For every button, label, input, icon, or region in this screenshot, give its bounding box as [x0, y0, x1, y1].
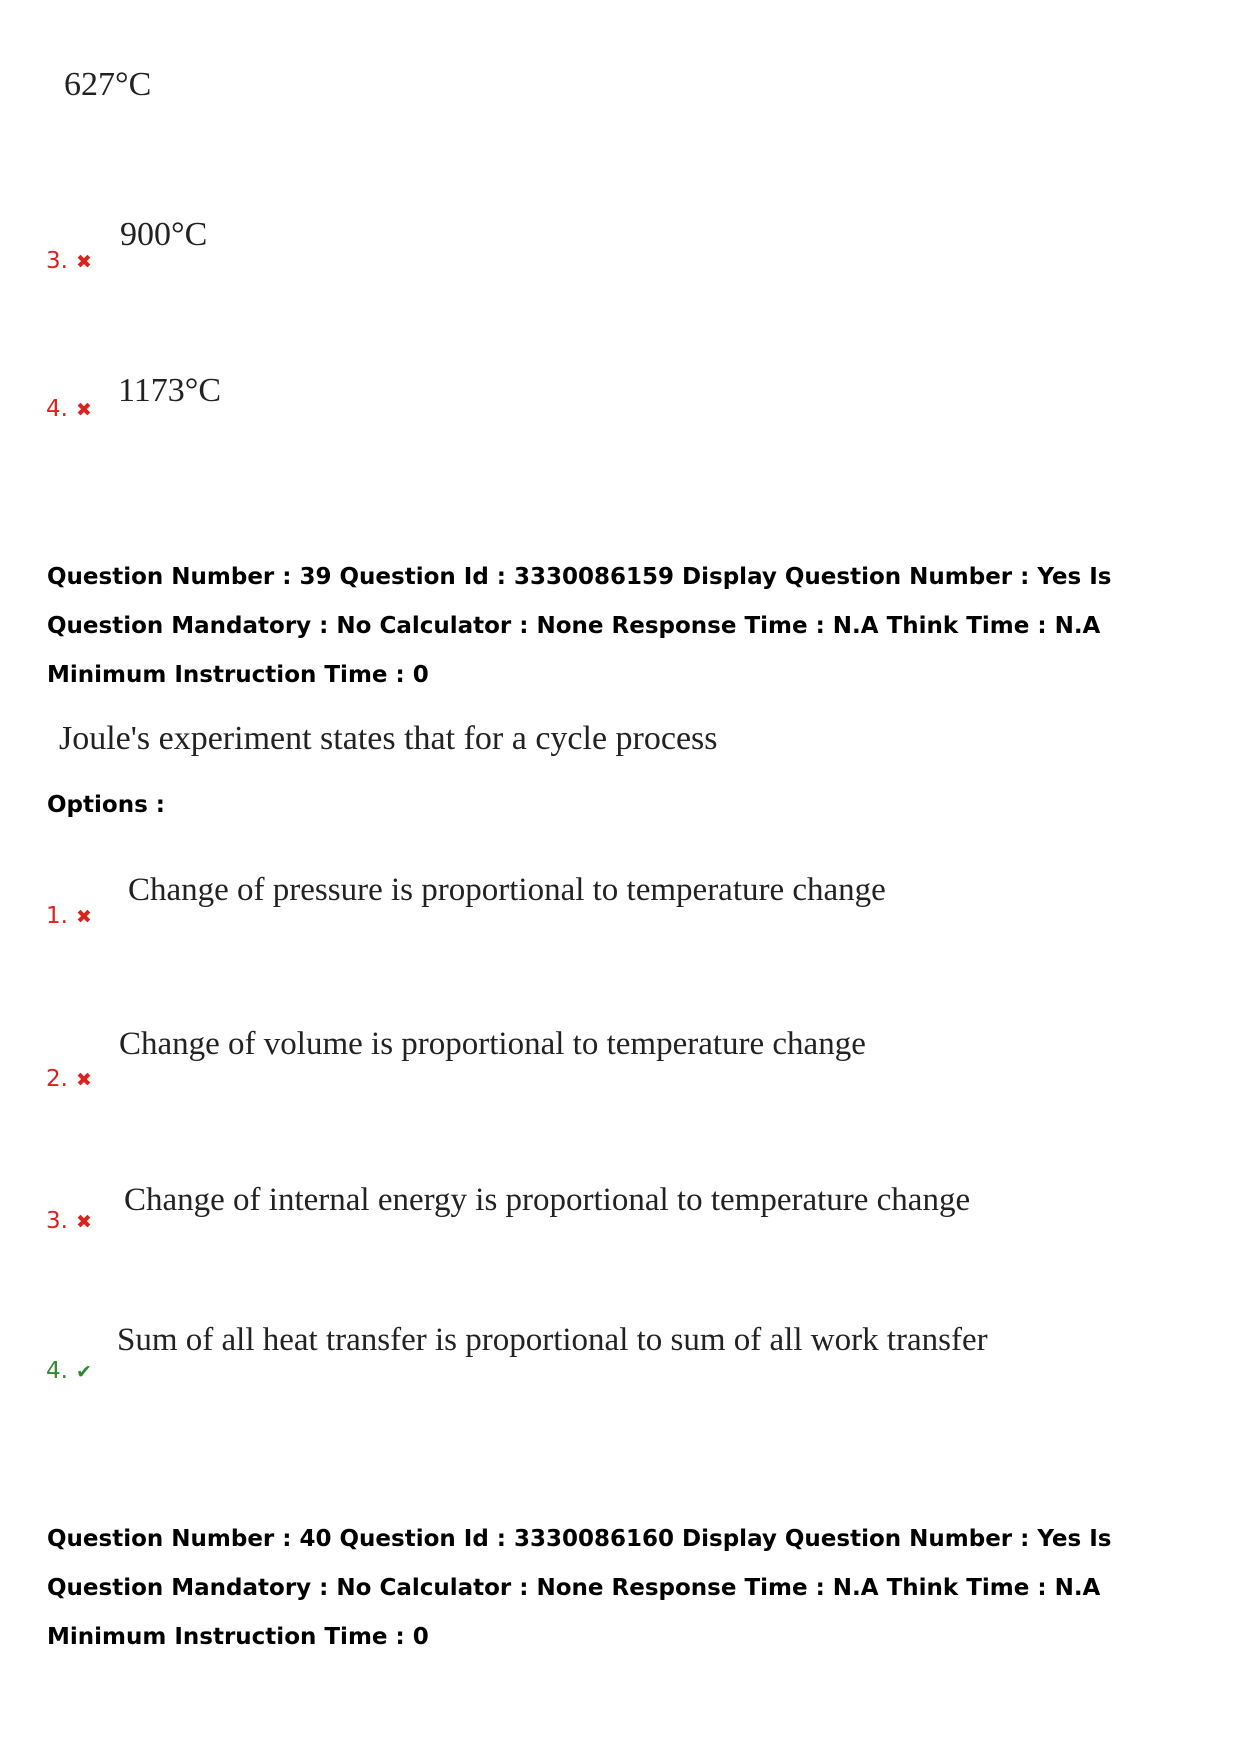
option-number: 4.	[46, 396, 68, 422]
option-1-number-wrapper	[46, 903, 92, 929]
option-text: Sum of all heat transfer is proportional to sum of all work transfer	[117, 1322, 988, 1358]
option-3-number-wrapper	[46, 1208, 92, 1234]
question-meta: Question Number : 40 Question Id : 3330086160 Display Question Number : Yes Is Question Mandatory : No Calculator : None Response Time : N.A Think Time : N.A Minimum Instruction Time : 0	[47, 1526, 1112, 1650]
option-number: 2.	[46, 1066, 68, 1092]
option-text: Change of internal energy is proportional to temperature change	[124, 1182, 971, 1218]
option-text: 627°C	[64, 66, 152, 103]
option-number: 4.	[46, 1358, 68, 1384]
wrong-mark-icon: ✖	[75, 906, 92, 928]
options-label: Options :	[47, 792, 165, 818]
option-4-number-wrapper	[46, 396, 92, 422]
option-text: 1173°C	[118, 372, 222, 409]
question-text: Joule's experiment states that for a cycle process	[59, 720, 718, 757]
wrong-mark-icon: ✖	[75, 1069, 92, 1091]
option-2-number-wrapper	[46, 1066, 92, 1092]
option-number: 3.	[46, 248, 68, 274]
wrong-mark-icon: ✖	[75, 1211, 92, 1233]
option-text: Change of pressure is proportional to temperature change	[128, 872, 886, 908]
wrong-mark-icon: ✖	[75, 399, 92, 421]
option-text: 900°C	[120, 216, 208, 253]
option-3-number-wrapper	[46, 248, 92, 274]
option-text: Change of volume is proportional to temperature change	[119, 1026, 866, 1062]
wrong-mark-icon: ✖	[75, 251, 92, 273]
correct-check-icon: ✔	[75, 1361, 92, 1383]
option-number: 1.	[46, 903, 68, 929]
question-meta: Question Number : 39 Question Id : 3330086159 Display Question Number : Yes Is Question Mandatory : No Calculator : None Response Time : N.A Think Time : N.A Minimum Instruction Time : 0	[47, 564, 1112, 688]
option-4-number-wrapper	[46, 1358, 92, 1384]
option-number: 3.	[46, 1208, 68, 1234]
